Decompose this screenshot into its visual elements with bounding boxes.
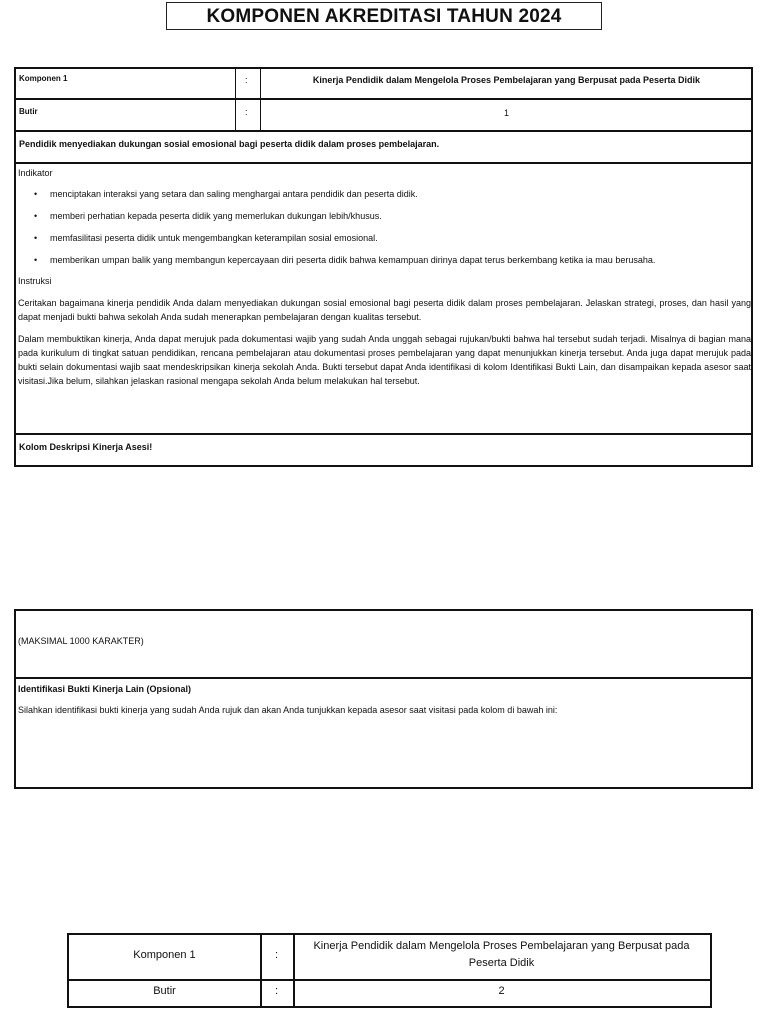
- col-divider: [293, 935, 295, 1006]
- row-divider: [69, 979, 710, 981]
- butir-value: 1: [503, 108, 509, 118]
- list-item: • memfasilitasi peserta didik untuk mengembangkan keterampilan sosial emosional.: [34, 233, 378, 243]
- row-divider: [16, 677, 751, 679]
- bullet-icon: •: [34, 189, 38, 199]
- instruksi-paragraph-1: Ceritakan bagaimana kinerja pendidik Anda dalam menyediakan dukungan sosial emosional bagi peserta didik dalam proses pembelajaran. Jelaskan strategi, proses, dan hasil yang dapat menjadi bukti bahwa sekolah Anda sudah menerapkan pembelajaran dengan kualitas tersebut.: [18, 298, 751, 322]
- list-item: • memberi perhatian kepada peserta didik yang memerlukan dukungan lebih/khusus.: [34, 211, 382, 221]
- komponen-colon: :: [274, 949, 279, 961]
- butir-label: Butir: [153, 985, 176, 997]
- row-divider: [16, 98, 751, 100]
- komponen-value: Kinerja Pendidik dalam Mengelola Proses Pembelajaran yang Berpusat pada Peserta Didik: [312, 75, 701, 85]
- bullet-icon: •: [34, 255, 38, 265]
- komponen-value: Kinerja Pendidik dalam Mengelola Proses Pembelajaran yang Berpusat pada Peserta Didik: [313, 940, 690, 969]
- page-title: KOMPONEN AKREDITASI TAHUN 2024: [166, 2, 602, 30]
- butir-colon: :: [245, 107, 248, 117]
- row-divider: [16, 433, 751, 435]
- bullet-icon: •: [34, 211, 38, 221]
- butir-colon: :: [274, 985, 279, 997]
- butir-value: 2: [498, 985, 505, 997]
- statement: Pendidik menyediakan dukungan sosial emosional bagi peserta didik dalam proses pembelajaran.: [19, 139, 440, 149]
- description-table: [14, 609, 753, 789]
- identifikasi-text: Silahkan identifikasi bukti kinerja yang sudah Anda rujuk dan akan Anda tunjukkan kepada asesor saat visitasi pada kolom di bawah ini:: [18, 705, 558, 715]
- bullet-icon: •: [34, 233, 38, 243]
- col-divider: [235, 69, 236, 130]
- instruksi-paragraph-2: Dalam membuktikan kinerja, Anda dapat merujuk pada dokumentasi wajib yang sudah Anda unggah sebagai rujukan/bukti bahwa hal tersebut sudah terjadi. Misalnya di bagian mana pada kurikulum di tingkat satuan pendidikan, rencana pembelajaran atau dokumentasi proses pembelajaran yang dapat menunjukkan kinerja tersebut. Anda juga dapat merujuk pada bukti selain dokumentasi wajib saat mendeskripsikan kinerja sekolah Anda. Bukti tersebut dapat Anda identifikasi di kolom Identifikasi Bukti Lain, dan disampaikan kepada asesor saat visitasi.Jika belum, silahkan jelaskan rasional mengapa sekolah Anda belum melakukan hal tersebut.: [18, 334, 751, 386]
- komponen-label: Komponen 1: [133, 949, 196, 961]
- komponen-label: Komponen 1: [19, 74, 68, 83]
- indicator-list: [18, 188, 738, 276]
- row-divider: [16, 130, 751, 132]
- kolom-deskripsi-label: Kolom Deskripsi Kinerja Asesi!: [19, 442, 153, 452]
- col-divider: [260, 69, 261, 130]
- butir-label: Butir: [19, 107, 38, 116]
- identifikasi-title: Identifikasi Bukti Kinerja Lain (Opsional): [18, 684, 192, 694]
- maksimal-note: (MAKSIMAL 1000 KARAKTER): [18, 636, 144, 646]
- component-table-2: [67, 933, 712, 1008]
- instruksi-label: Instruksi: [18, 276, 52, 286]
- indikator-label: Indikator: [18, 168, 53, 178]
- row-divider: [16, 162, 751, 164]
- list-item: • memberikan umpan balik yang membangun kepercayaan diri peserta didik bahwa kemampuan dirinya dapat terus berkembang ketika ia mau berusaha.: [34, 255, 656, 265]
- komponen-colon: :: [245, 75, 248, 85]
- list-item: • menciptakan interaksi yang setara dan saling menghargai antara pendidik dan peserta didik.: [34, 189, 418, 199]
